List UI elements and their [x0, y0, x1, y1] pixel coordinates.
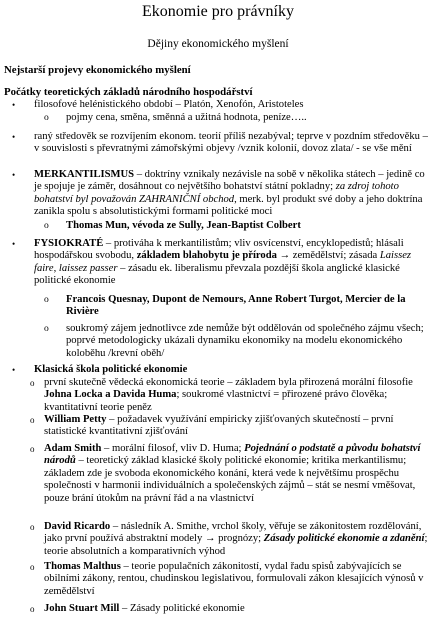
sub-bullet-icon: o [30, 604, 35, 614]
sub-bullet-icon: o [30, 522, 35, 532]
term-physiocrats: FYSIOKRATÉ [34, 238, 104, 249]
bullet-icon: • [12, 132, 16, 142]
sub-bullet-icon: o [44, 220, 49, 231]
sub-bullet-icon: o [30, 378, 35, 388]
bullet-icon: • [12, 239, 16, 249]
bullet-icon: • [12, 170, 16, 180]
bullet-icon: • [12, 365, 16, 375]
term-mercantilism: MERKANTILISMUS [34, 169, 135, 180]
section-heading-oldest: Nejstarší projevy ekonomického myšlení [4, 64, 191, 76]
bullet-icon: • [12, 100, 16, 110]
document-title: Ekonomie pro právníky [142, 3, 294, 20]
list-item-middle-ages: • raný středověk se rozvíjením ekonom. teorií příliš nezabýval; teprve v pozdním středověku – v souvislosti s převratnými zámořskými objevy /vznik kolonií, dovoz zlata/ - se vše mění [12, 131, 428, 155]
sub-bullet-icon: o [30, 562, 35, 572]
sub-bullet-icon: o [44, 294, 49, 305]
document-page: Ekonomie pro právníky Dějiny ekonomického myšlení Nejstarší projevy ekonomického myšlení Počátky teoretických základů národního hospodářství • filosofové helénistického období – Platón, Xenofón, Aristoteles o pojmy cena, směna, směnná a užitná hodnota, peníze….. • raný středověk se rozvíjením ekonom. teorií příliš nezabýval; teprve v pozdním středověku – v souvislosti s převratnými zámořskými objevy /vznik kolonií, dovoz zlata/ - se vše mění • MERKANTILISMUS – doktríny vznikaly nezávisle na sobě v několika státech – jedině co je spojuje je záměr, dosáhnout co největšího bohatství státní pokladny; za zdroj tohoto bohatství byl považován ZAHRANIČNÍ obchod, merk. byl produkt své doby a jeho doktrína zanikla spolu s absolutistickými formami politické moci o Thomas Mun, vévoda ze Sully, Jean-Baptist Colbert • FYSIOKRATÉ – protiváha k merkantilistům; vliv osvícenství, encyklopedistů; hlásali hospodářskou svobodu, základem blahobytu je příroda → zemědělství; zásada Laissez faire, laissez passer – zásadu ek. liberalismu převzala pozdější škola anglické klasické politické ekonomie o Francois Quesnay, Dupont de Nemours, Anne Robert Turgot, Mercier de la Rivière o soukromý zájem jednotlivce zde nemůže být oddělován od společného zájmu všech; poprvé metodologicky ukázali dynamiku ekonomiky na modelu ekonomického koloběhu /krevní oběh/ • Klasická škola politické ekonomie o první skutečně vědecká ekonomická teorie – základem byla přirozená morální filosofie Johna Locka a Davida Huma; soukromé vlastnictví = přirozené právo člověka; kvantitativní teorie peněz o William Petty – požadavek využívání empiricky zjišťovaných skutečností – první statistické kvantitativní zjišťování o Adam Smith – morální filosof, vliv D. Huma; Pojednání o podstatě a původu bohatství národů – teoretický základ klasické školy politické ekonomie; kritika merkantilismu; základem zde je svoboda ekonomického konání, která vede k největšímu prospěchu společnosti v harmonii individuálních a společenských zájmů – stát se nesmí vměšovat, pouze brání útokům na právní řád a na vlastnictví o David Ricardo – následník A. Smithe, vrchol školy, věřuje se zákonitostem rozdělování, jako první používá abstraktní modely → prognózy; Zásady politické ekonomie a zdanění; teorie absolutních a komparativních výhod o Thomas Malthus – teorie populačních zákonitostí, vydal řadu spisů zabývajících se obilními zákony, rentou, chudinskou legislativou, formulovali zákon klesajících výnosů v zemědělství o John Stuart Mill – Zásady politické ekonomie [0, 0, 436, 628]
document-subtitle: Dějiny ekonomického myšlení [147, 38, 289, 50]
sub-bullet-icon: o [44, 112, 49, 123]
section-heading-beginnings: Počátky teoretických základů národního hospodářství [4, 86, 253, 98]
sub-bullet-icon: o [30, 415, 35, 425]
sub-bullet-icon: o [30, 444, 35, 454]
sub-bullet-icon: o [44, 323, 49, 334]
